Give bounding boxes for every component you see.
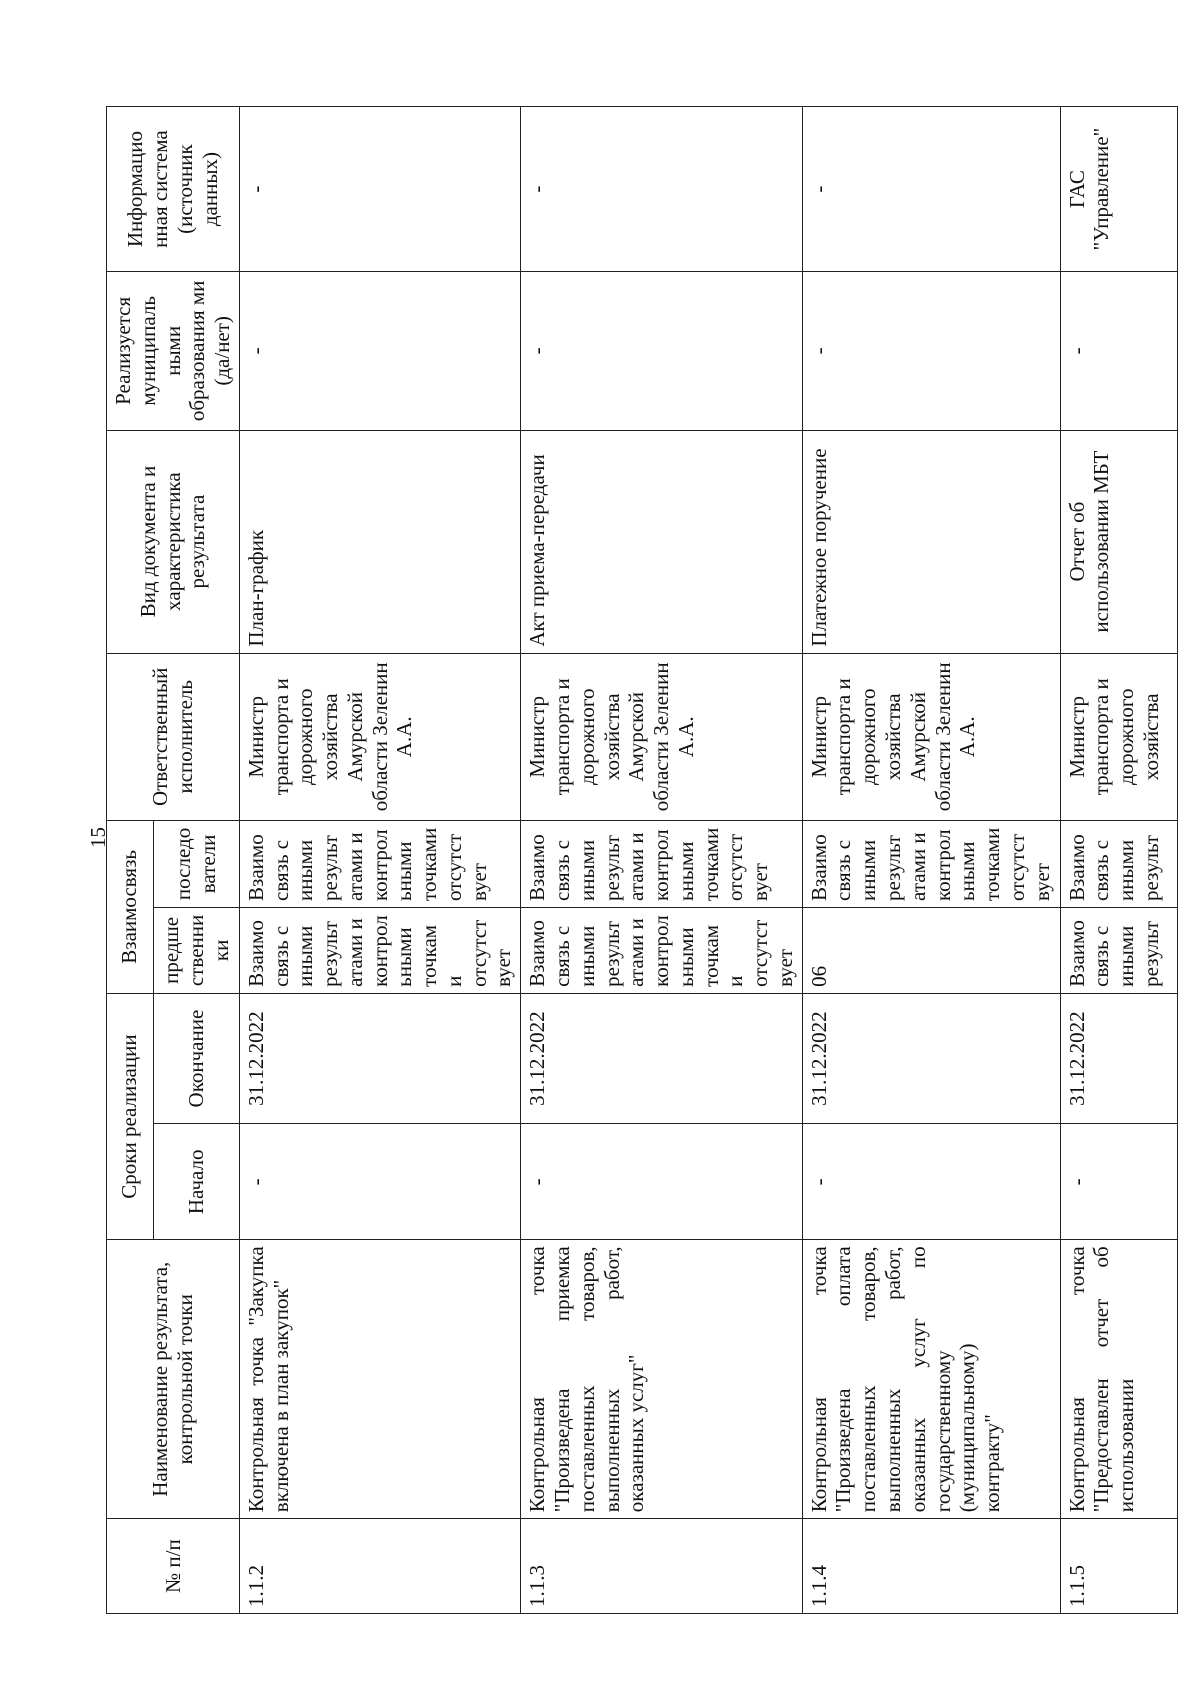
cell-responsible: Министр транспорта и дорожного хозяйства: [1060, 653, 1177, 820]
rotated-table-wrapper: [106, 106, 1163, 1614]
cell-end: 31.12.2022: [802, 993, 1060, 1124]
cell-municipal: -: [1060, 272, 1177, 430]
cell-infosystem: -: [521, 107, 802, 272]
cell-name: Контрольная точка "Произведена приемка поставленных товаров, выполненных работ, оказанных услуг": [521, 1240, 802, 1519]
cell-infosystem: -: [802, 107, 1060, 272]
cell-name: Контрольная точка "Предоставлен отчет об использовании: [1060, 1240, 1177, 1519]
header-relation: Взаимосвязь: [107, 820, 154, 993]
cell-document: Акт приема-передачи: [521, 430, 802, 653]
table-row: [239, 107, 520, 1614]
cell-infosystem: ГАС "Управление": [1060, 107, 1177, 272]
cell-predecessors: Взаимо связь с иными результ атами и контрол ьными точками отсутст вует: [521, 907, 802, 993]
control-points-table: [106, 106, 1178, 1614]
cell-successors: Взаимо связь с иными результ: [1060, 820, 1177, 907]
cell-end: 31.12.2022: [1060, 993, 1177, 1124]
cell-municipal: -: [521, 272, 802, 430]
cell-start: -: [239, 1124, 520, 1240]
header-infosystem: Информацио нная система (источник данных): [107, 107, 240, 272]
cell-start: -: [802, 1124, 1060, 1240]
cell-responsible: Министр транспорта и дорожного хозяйства Амурской области Зеленин А.А.: [802, 653, 1060, 820]
cell-end: 31.12.2022: [239, 993, 520, 1124]
header-name: Наименование результата, контрольной точки: [107, 1240, 240, 1519]
header-num: № п/п: [107, 1519, 240, 1614]
cell-num: 1.1.4: [802, 1519, 1060, 1614]
cell-document: План-график: [239, 430, 520, 653]
cell-document: Отчет об использовании МБТ: [1060, 430, 1177, 653]
table-row: [1060, 107, 1177, 1614]
cell-start: -: [1060, 1124, 1177, 1240]
cell-end: 31.12.2022: [521, 993, 802, 1124]
cell-name: Контрольная точка "Произведена оплата поставленных товаров, выполненных работ, оказанных услуг по государственному (муниципальному) контракту": [802, 1240, 1060, 1519]
header-terms: Сроки реализации: [107, 993, 154, 1240]
header-successors: последо ватели: [153, 820, 239, 907]
cell-successors: Взаимо связь с иными результ атами и контрол ьными точками отсутст вует: [521, 820, 802, 907]
table-row: [802, 107, 1060, 1614]
cell-municipal: -: [239, 272, 520, 430]
header-document: Вид документа и характеристика результата: [107, 430, 240, 653]
cell-successors: Взаимо связь с иными результ атами и контрол ьными точками отсутст вует: [239, 820, 520, 907]
cell-responsible: Министр транспорта и дорожного хозяйства Амурской области Зеленин А.А.: [239, 653, 520, 820]
cell-municipal: -: [802, 272, 1060, 430]
page-number: 15: [86, 827, 110, 848]
table-row: [521, 107, 802, 1614]
header-start: Начало: [153, 1124, 239, 1240]
cell-successors: Взаимо связь с иными результ атами и контрол ьными точками отсутст вует: [802, 820, 1060, 907]
header-end: Окончание: [153, 993, 239, 1124]
header-responsible: Ответственный исполнитель: [107, 653, 240, 820]
cell-responsible: Министр транспорта и дорожного хозяйства Амурской области Зеленин А.А.: [521, 653, 802, 820]
cell-num: 1.1.5: [1060, 1519, 1177, 1614]
cell-predecessors: 06: [802, 907, 1060, 993]
cell-name: Контрольная точка "Закупка включена в план закупок": [239, 1240, 520, 1519]
cell-document: Платежное поручение: [802, 430, 1060, 653]
cell-num: 1.1.3: [521, 1519, 802, 1614]
cell-predecessors: Взаимо связь с иными результ атами и контрол ьными точками отсутст вует: [239, 907, 520, 993]
cell-num: 1.1.2: [239, 1519, 520, 1614]
cell-start: -: [521, 1124, 802, 1240]
header-predecessors: предше ственни ки: [153, 907, 239, 993]
cell-infosystem: -: [239, 107, 520, 272]
cell-predecessors: Взаимо связь с иными результ: [1060, 907, 1177, 993]
header-municipal: Реализуется муниципаль ными образования ми (да/нет): [107, 272, 240, 430]
